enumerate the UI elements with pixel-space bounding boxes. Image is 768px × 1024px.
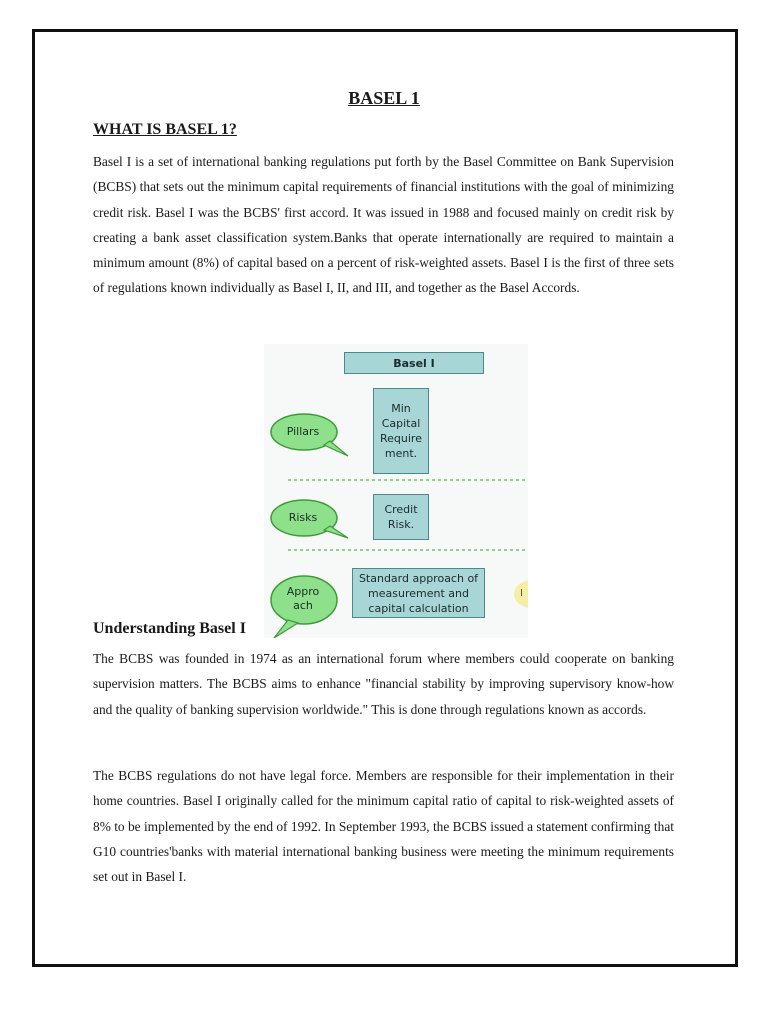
- diagram-title: Basel I: [344, 352, 484, 374]
- bubble-label-risks: Risks: [288, 511, 318, 524]
- cropped-side-label: I: [520, 588, 523, 599]
- bcbs-regulations-paragraph: The BCBS regulations do not have legal force. Members are responsible for their implementation in their home countries. Basel I originally called for the minimum capital ratio of capital to risk-weighted assets of 8% to be implemented by the end of 1992. In September 1993, the BCBS issued a statement confirming that G10 countries'banks with material international banking business were meeting the minimum requirements set out in Basel I.: [93, 768, 674, 885]
- section-heading-understanding: Understanding Basel I: [93, 620, 246, 637]
- bubble-label-pillars: Pillars: [286, 425, 320, 438]
- bubble-label-approach: Appro ach: [286, 585, 320, 612]
- box-standard-approach: Standard approach of measurement and capital calculation: [352, 568, 485, 618]
- section-heading-what-is: WHAT IS BASEL 1?: [93, 121, 237, 138]
- document-title: BASEL 1: [348, 88, 420, 108]
- intro-paragraph: Basel I is a set of international banking regulations put forth by the Basel Committee on Bank Supervision (BCBS) that sets out the minimum capital requirements of financial institutions with the goal of minimizing credit risk. Basel I was the BCBS' first accord. It was issued in 1988 and focused mainly on credit risk by creating a bank asset classification system.Banks that operate internationally are required to maintain a minimum amount (8%) of capital based on a percent of risk-weighted assets. Basel I is the first of three sets of regulations known individually as Basel I, II, and III, and together as the Basel Accords.: [93, 154, 674, 296]
- bcbs-founding-paragraph: The BCBS was founded in 1974 as an international forum where members could cooperate on banking supervision matters. The BCBS aims to enhance "financial stability by improving supervisory know-how and the quality of banking supervision worldwide." This is done through regulations known as accords.: [93, 651, 674, 717]
- box-credit-risk: Credit Risk.: [373, 494, 429, 540]
- box-min-capital: Min Capital Require ment.: [373, 388, 429, 474]
- basel-diagram: [264, 344, 528, 638]
